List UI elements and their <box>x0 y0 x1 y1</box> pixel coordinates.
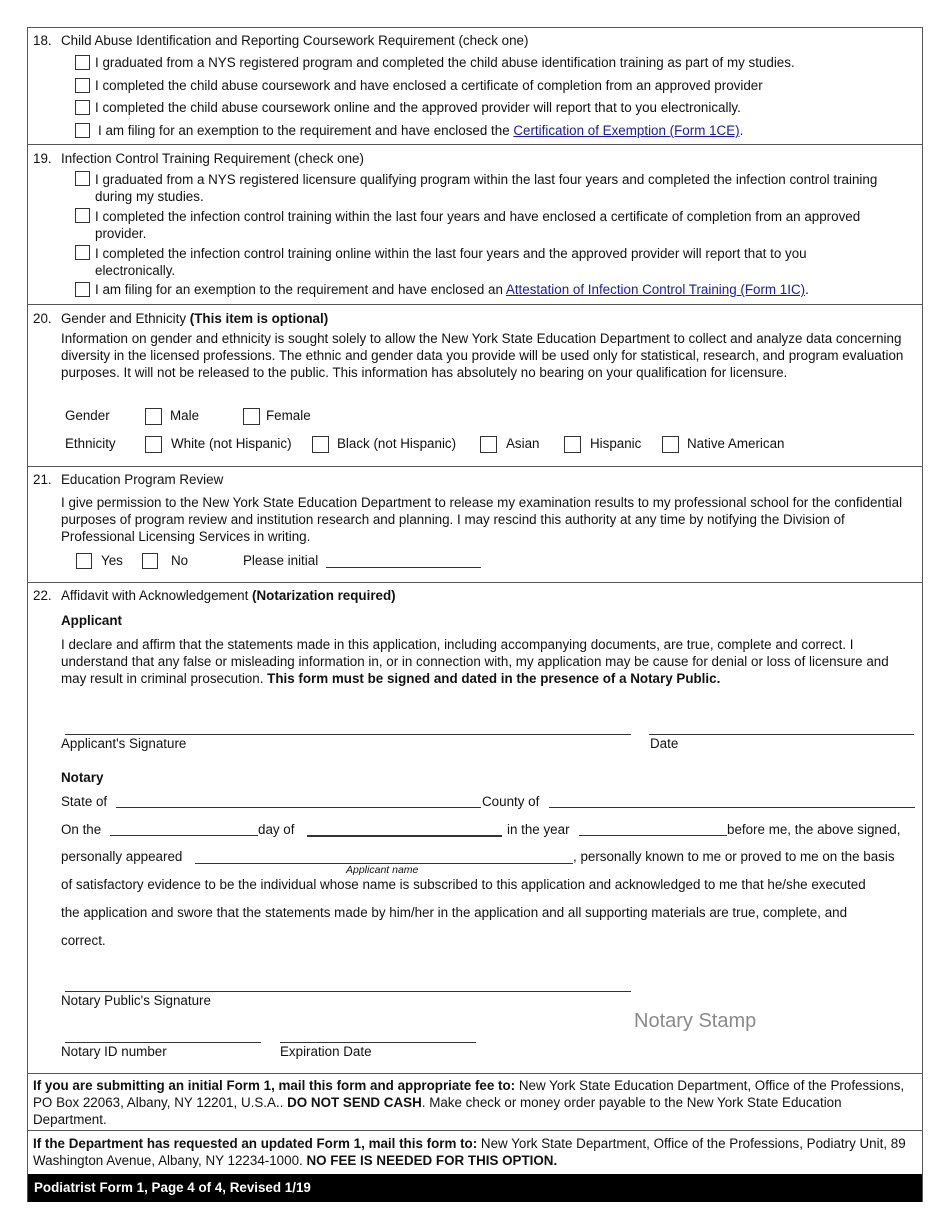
mailing-warning: DO NOT SEND CASH <box>287 1095 422 1110</box>
applicant-signature-line[interactable] <box>65 734 631 735</box>
checkbox-black[interactable] <box>312 436 329 453</box>
section-19 <box>28 145 922 305</box>
notary-id-line[interactable] <box>65 1042 261 1043</box>
section-title: Education Program Review <box>61 472 224 487</box>
mailing-update-section <box>28 1131 922 1174</box>
checkbox-19-1[interactable] <box>75 171 90 186</box>
checkbox-female[interactable] <box>243 408 260 425</box>
ethnicity-option: White (not Hispanic) <box>171 436 292 451</box>
month-input-line[interactable] <box>307 835 502 837</box>
checkbox-18-1[interactable] <box>75 55 90 70</box>
checkbox-hispanic[interactable] <box>564 436 581 453</box>
initial-label: Please initial <box>243 553 319 568</box>
section-title: Infection Control Training Requirement (check one) <box>61 151 364 166</box>
mailing-update-text <box>33 1135 912 1169</box>
option-label: I completed the child abuse coursework and have enclosed a certificate of completion from an approved provider <box>95 78 763 93</box>
applicant-name-caption: Applicant name <box>346 864 419 876</box>
title-bold-text: (Notarization required) <box>252 588 396 603</box>
mailing-lead: If you are submitting an initial Form 1, mail this form and appropriate fee to: <box>33 1078 516 1093</box>
certification-of-exemption-link[interactable]: Certification of Exemption (Form 1CE) <box>513 123 740 138</box>
checkbox-19-4[interactable] <box>75 282 90 297</box>
title-bold-text: (This item is optional) <box>189 311 329 326</box>
title-text: Affidavit with Acknowledgement <box>61 588 253 603</box>
option-label: I completed the child abuse coursework online and the approved provider will report that to you electronically. <box>95 100 741 115</box>
section-20 <box>28 305 922 467</box>
page-footer <box>28 1174 922 1202</box>
day-input-line[interactable] <box>110 835 258 836</box>
expiration-date-line[interactable] <box>280 1042 476 1043</box>
mailing-initial-section <box>28 1074 922 1131</box>
notary-stamp-area: Notary Stamp <box>634 1010 757 1032</box>
option-text: . <box>805 282 809 297</box>
section-number: 22. <box>33 588 52 603</box>
checkbox-male[interactable] <box>145 408 162 425</box>
on-the-label: On the <box>61 822 102 837</box>
section-number: 20. <box>33 311 52 326</box>
checkbox-no[interactable] <box>142 553 158 569</box>
mailing-text: . Make check or money order payable to the New York State Education Department. <box>33 1095 842 1127</box>
applicant-declaration <box>61 636 912 687</box>
before-me-label: before me, the above signed, <box>727 822 901 837</box>
gender-option: Female <box>266 408 311 423</box>
option-text: I am filing for an exemption to the requirement and have enclosed the <box>98 123 514 138</box>
gender-option: Male <box>170 408 200 423</box>
ethnicity-label: Ethnicity <box>65 436 116 451</box>
no-label: No <box>171 553 189 568</box>
title-text: Gender and Ethnicity <box>61 311 190 326</box>
applicant-heading: Applicant <box>61 613 123 628</box>
notary-heading: Notary <box>61 770 104 785</box>
year-input-line[interactable] <box>579 835 727 836</box>
program-review-text: I give permission to the New York State Education Department to release my examination results to my professional school for the confidential purposes of program review and institution research and planning. I may rescind this authority at any time by notifying the Division of Professional Licensing Services in writing. <box>61 495 903 544</box>
state-label: State of <box>61 794 108 809</box>
section-18 <box>28 28 922 145</box>
form-page <box>27 27 923 1202</box>
section-number: 19. <box>33 151 52 166</box>
option-label: I graduated from a NYS registered program and completed the child abuse identification training as part of my studies. <box>95 55 795 70</box>
mailing-text: New York State Education Department, Office of the Professions, PO Box 22063, Albany, NY 12201, U.S.A.. <box>33 1078 905 1110</box>
mailing-warning: NO FEE IS NEEDED FOR THIS OPTION. <box>306 1153 558 1168</box>
checkbox-white[interactable] <box>145 436 162 453</box>
mailing-text: New York State Department, Office of the Professions, Podiatry Unit, 89 Washington Avenue, Albany, NY 12234-1000. <box>33 1136 906 1168</box>
option-text: . <box>739 123 744 138</box>
option-text: I am filing for an exemption to the requirement and have enclosed an <box>95 282 506 297</box>
section-title <box>61 311 328 326</box>
declaration-text: I declare and affirm that the statements made in this application, including accompanying documents, are true, complete and correct. I understand that any false or misleading information in, or in connection with, my application may be cause for denial or loss of licensure and may result in criminal prosecution. <box>61 637 889 686</box>
footer-text: Podiatrist Form 1, Page 4 of 4, Revised 1/19 <box>34 1180 311 1195</box>
option-label-exemption <box>95 282 809 297</box>
ethnicity-option: Hispanic <box>590 436 642 451</box>
mailing-initial-text <box>33 1077 912 1128</box>
date-line[interactable] <box>649 734 914 735</box>
county-label: County of <box>482 794 540 809</box>
notary-signature-line[interactable] <box>65 991 631 992</box>
state-input-line[interactable] <box>116 807 481 808</box>
section-22 <box>28 583 922 1074</box>
yes-label: Yes <box>101 553 123 568</box>
initial-input-line[interactable] <box>326 567 481 568</box>
checkbox-native-american[interactable] <box>662 436 679 453</box>
option-label: I graduated from a NYS registered licensure qualifying program within the last four years and completed the infection control training during my studies. <box>95 172 878 204</box>
mailing-lead: If the Department has requested an updated Form 1, mail this form to: <box>33 1136 478 1151</box>
gender-ethnicity-info: Information on gender and ethnicity is sought solely to allow the New York State Education Department to collect and analyze data concerning diversity in the licensed professions. The ethnic and gender data you provide will be used only for statistical, research, and program evaluation purposes. It will not be released to the public. This information has absolutely no bearing on your qualification for licensure. <box>61 331 904 380</box>
notary-signature-label: Notary Public's Signature <box>61 993 211 1008</box>
expiration-date-label: Expiration Date <box>280 1044 372 1059</box>
section-title <box>61 588 396 603</box>
checkbox-yes[interactable] <box>76 553 92 569</box>
section-title: Child Abuse Identification and Reporting Coursework Requirement (check one) <box>61 33 529 48</box>
gender-label: Gender <box>65 408 110 423</box>
notary-id-label: Notary ID number <box>61 1044 167 1059</box>
declaration-bold-text: This form must be signed and dated in the presence of a Notary Public. <box>267 671 721 686</box>
checkbox-19-2[interactable] <box>75 208 90 223</box>
in-the-year-label: in the year <box>507 822 570 837</box>
section-number: 21. <box>33 472 52 487</box>
option-label: I completed the infection control training online within the last four years and the approved provider will report that to you electronically. <box>95 246 807 278</box>
attestation-infection-control-link[interactable]: Attestation of Infection Control Training (Form 1IC) <box>505 282 806 297</box>
affidavit-line-3: of satisfactory evidence to be the individual whose name is subscribed to this application and acknowledged to me that he/she executed <box>61 877 866 892</box>
ethnicity-option: Native American <box>687 436 785 451</box>
checkbox-19-3[interactable] <box>75 245 90 260</box>
checkbox-18-4[interactable] <box>75 123 90 138</box>
ethnicity-option: Black (not Hispanic) <box>337 436 457 451</box>
option-label: I completed the infection control training within the last four years and have enclosed a certificate of completion from an approved provider. <box>95 209 861 241</box>
option-label-exemption <box>98 123 743 138</box>
section-21 <box>28 467 922 583</box>
checkbox-18-2[interactable] <box>75 78 90 93</box>
affidavit-line-5: correct. <box>61 933 106 948</box>
ethnicity-option: Asian <box>506 436 540 451</box>
personally-appeared-label: personally appeared <box>61 849 183 864</box>
applicant-signature-label: Applicant's Signature <box>61 736 187 751</box>
section-number: 18. <box>33 33 52 48</box>
county-input-line[interactable] <box>549 807 915 808</box>
checkbox-asian[interactable] <box>480 436 497 453</box>
date-label: Date <box>650 736 679 751</box>
day-of-label: day of <box>258 822 295 837</box>
checkbox-18-3[interactable] <box>75 100 90 115</box>
personally-known-text: , personally known to me or proved to me on the basis <box>573 849 895 864</box>
affidavit-line-4: the application and swore that the statements made by him/her in the application and all supporting materials are true, complete, and <box>61 905 848 920</box>
